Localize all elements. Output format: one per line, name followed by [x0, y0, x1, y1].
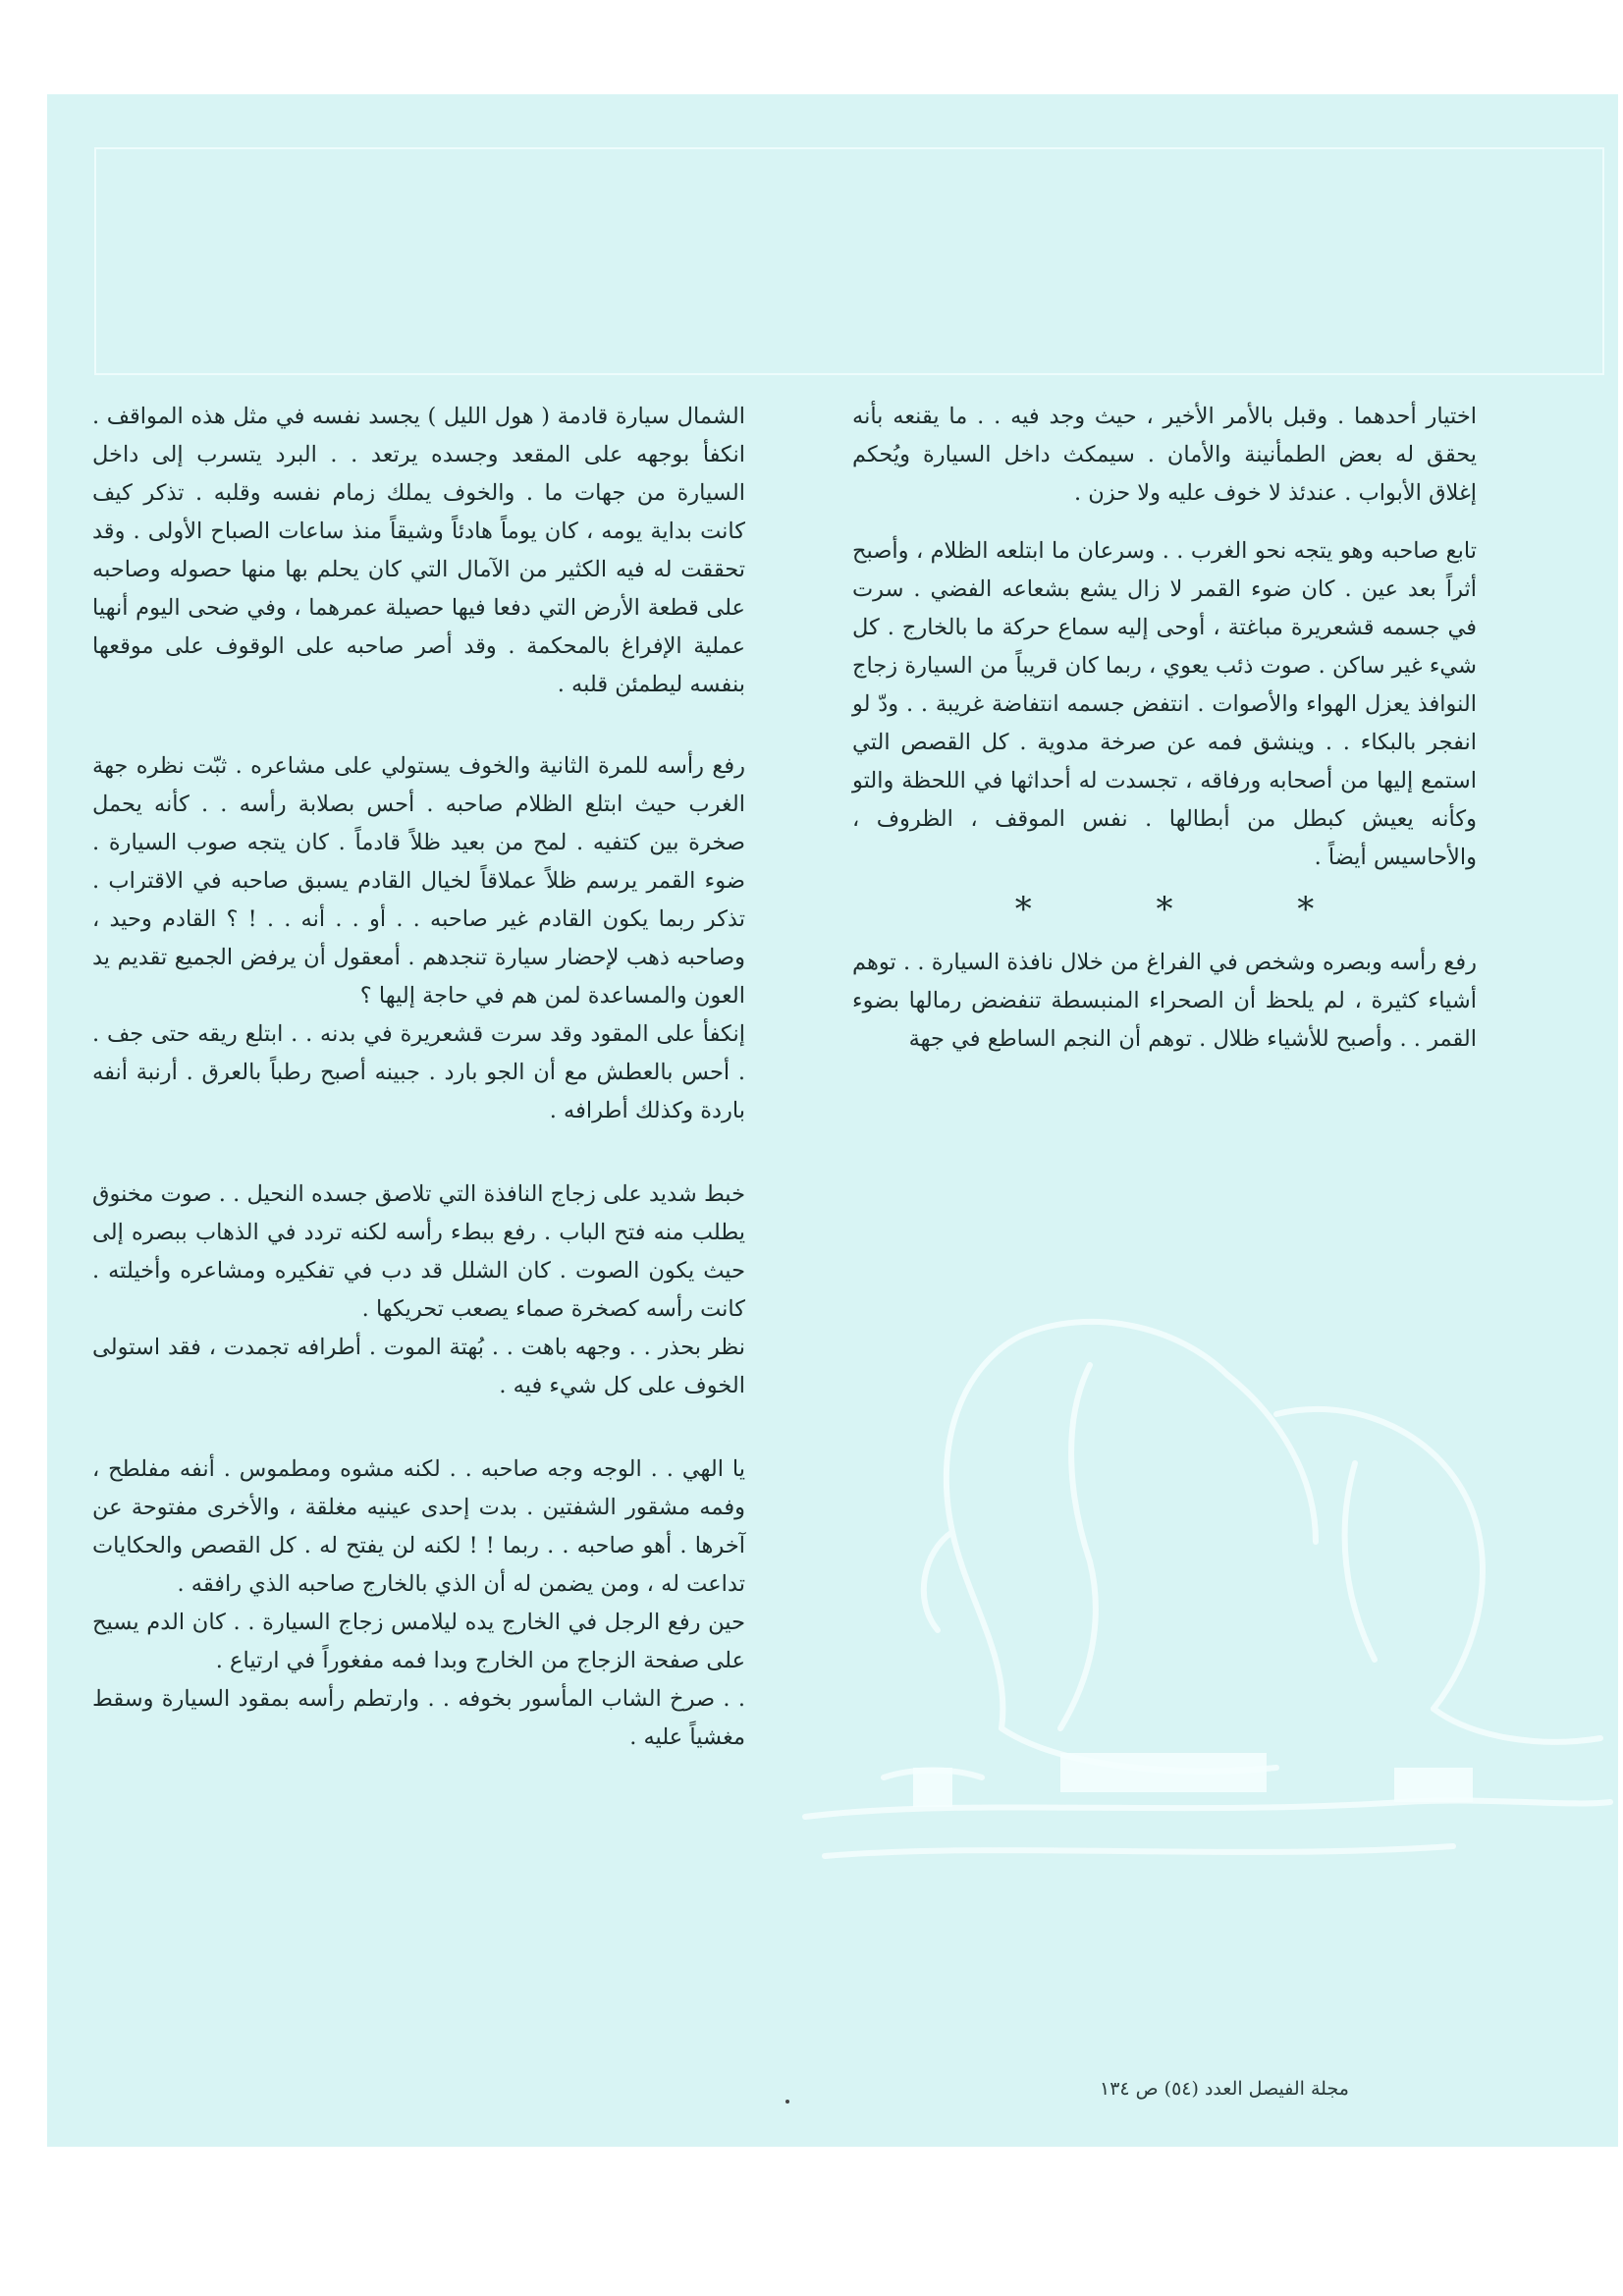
- paragraph: خبط شديد على زجاج النافذة التي تلاصق جسده النحيل . . صوت مخنوق يطلب منه فتح الباب . رفع ببطء رأسه لكنه تردد في الذهاب ببصره إلى حيث يكون الصوت . كان الشلل قد دب في تفكيره ومشاعره وأخيلته . كانت رأسه كصخرة صماء يصعب تحريكها .: [92, 1181, 745, 1322]
- paragraph: اختيار أحدهما . وقبل بالأمر الأخير ، حيث وجد فيه . . ما يقنعه بأنه يحقق له بعض الطمأنينة والأمان . سيمكث داخل السيارة ويُحكم إغلاق الأبواب . عندئذ لا خوف عليه ولا حزن .: [852, 404, 1477, 506]
- page-footer: مجلة الفيصل العدد (٥٤) ص ١٣٤: [1100, 2078, 1349, 2100]
- paragraph: يا الهي . . الوجه وجه صاحبه . . لكنه مشوه ومطموس . أنفه مفلطح ، وفمه مشقور الشفتين . بدت إحدى عينيه مغلقة ، والأخرى مفتوحة عن آخرها . أهو صاحبه . . ربما ! ! لكنه لن يفتح له . كل القصص والحكايات تداعت له ، ومن يضمن له أن الذي بالخارج صاحبه الذي رافقه .: [92, 1456, 745, 1597]
- paragraph: رفع رأسه وبصره وشخص في الفراغ من خلال نافذة السيارة . . توهم أشياء كثيرة ، لم يلحظ أن الصحراء المنبسطة تنفضض رمالها بضوء القمر . . وأصبح للأشياء ظلال . توهم أن النجم الساطع في جهة: [852, 950, 1477, 1052]
- paragraph: رفع رأسه للمرة الثانية والخوف يستولي على مشاعره . ثبّت نظره جهة الغرب حيث ابتلع الظلام صاحبه . أحس بصلابة رأسه . . كأنه يحمل صخرة بين كتفيه . لمح من بعيد ظلاً قادماً . كان يتجه صوب السيارة . ضوء القمر يرسم ظلاً عملاقاً لخيال القادم يسبق صاحبه في الاقتراب . تذكر ربما يكون القادم غير صاحبه . . أو . . أنه . . ! ؟ القادم وحيد ، وصاحبه ذهب لإحضار سيارة تنجدهم . أمعقول أن يرفض الجميع تقديم يد العون والمساعدة لمن هم في حاجة إليها ؟: [92, 753, 745, 1009]
- right-column: [852, 398, 1477, 1059]
- paragraph: . . صرخ الشاب المأسور بخوفه . . وارتطم رأسه بمقود السيارة وسقط مغشياً عليه .: [92, 1686, 745, 1750]
- paragraph: نظر بحذر . . وجهه باهت . . بُهتة الموت . أطرافه تجمدت ، فقد استولى الخوف على كل شيء فيه .: [92, 1335, 745, 1398]
- section-divider-stars: * * *: [1014, 890, 1372, 929]
- faded-faces-illustration: [766, 1306, 1620, 1895]
- paragraph: إنكفأ على المقود وقد سرت قشعريرة في بدنه . . ابتلع ريقه حتى جف . . أحس بالعطش مع أن الجو بارد . جبينه أصبح رطباً بالعرق . أرنبة أنفه باردة وكذلك أطرافه .: [92, 1021, 745, 1123]
- paragraph: حين رفع الرجل في الخارج يده ليلامس زجاج السيارة . . كان الدم يسيح على صفحة الزجاج من الخارج وبدا فمه مفغوراً في ارتياع .: [92, 1610, 745, 1673]
- decorative-dot: [785, 2100, 789, 2104]
- paragraph: تابع صاحبه وهو يتجه نحو الغرب . . وسرعان ما ابتلعه الظلام ، وأصبح أثراً بعد عين . كان ضوء القمر لا زال يشع بشعاعه الفضي . سرت في جسمه قشعريرة مباغتة ، أوحى إليه سماع حركة ما بالخارج . كل شيء غير ساكن . صوت ذئب يعوي ، ربما كان قريباً من السيارة زجاج النوافذ يعزل الهواء والأصوات . انتفض جسمه انتفاضة غريبة . . ودّ لو انفجر بالبكاء . . وينشق فمه عن صرخة مدوية . كل القصص التي استمع إليها من أصحابه ورفاقه ، تجسدت له أحداثها في اللحظة والتو وكأنه يعيش كبطل من أبطالها . نفس الموقف ، الظروف ، والأحاسيس أيضاً .: [852, 538, 1477, 870]
- paragraph: الشمال سيارة قادمة ( هول الليل ) يجسد نفسه في مثل هذه المواقف . انكفأ بوجهه على المقعد وجسده يرتعد . . البرد يتسرب إلى داخل السيارة من جهات ما . والخوف يملك زمام نفسه وقلبه . تذكر كيف كانت بداية يومه ، كان يوماً هادئاً وشيقاً منذ ساعات الصباح الأولى . وقد تحققت له فيه الكثير من الآمال التي كان يحلم بها منها حصوله وصاحبه على قطعة الأرض التي دفعا فيها حصيلة عمرهما ، وفي ضحى اليوم أنهيا عملية الإفراغ بالمحكمة . وقد أصر صاحبه على الوقوف على موقعها بنفسه ليطمئن قلبه .: [92, 404, 745, 697]
- left-column: [92, 398, 745, 1757]
- header-illustration-frame: [94, 147, 1604, 375]
